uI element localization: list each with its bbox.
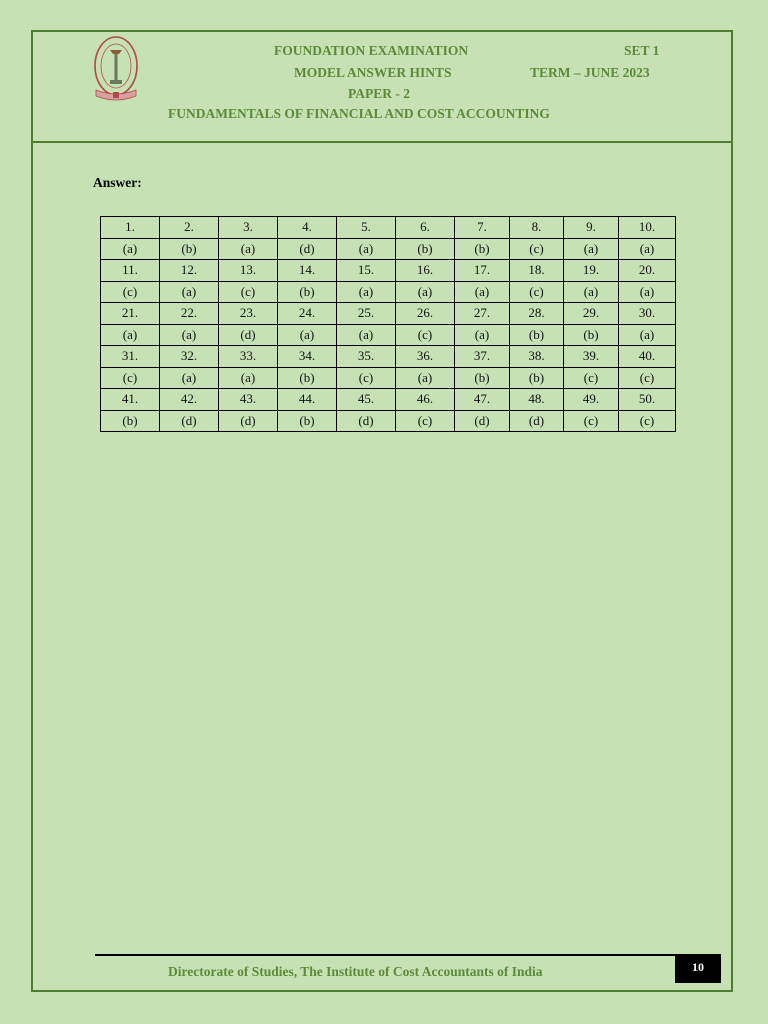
answer-row bbox=[101, 238, 676, 260]
question-number-cell: 10. bbox=[619, 217, 676, 239]
question-number-cell: 2. bbox=[160, 217, 219, 239]
question-number-cell: 49. bbox=[564, 389, 619, 411]
header-divider bbox=[31, 141, 733, 143]
question-number-cell: 26. bbox=[396, 303, 455, 325]
answer-table bbox=[100, 216, 676, 432]
question-number-cell: 44. bbox=[278, 389, 337, 411]
answer-cell: (c) bbox=[396, 410, 455, 432]
answer-cell: (b) bbox=[396, 238, 455, 260]
question-number-cell: 9. bbox=[564, 217, 619, 239]
question-number-cell: 22. bbox=[160, 303, 219, 325]
answer-cell: (a) bbox=[160, 324, 219, 346]
answer-row bbox=[101, 281, 676, 303]
answer-cell: (a) bbox=[219, 367, 278, 389]
question-number-cell: 5. bbox=[337, 217, 396, 239]
answer-cell: (a) bbox=[619, 281, 676, 303]
question-number-cell: 28. bbox=[510, 303, 564, 325]
question-number-cell: 4. bbox=[278, 217, 337, 239]
question-number-cell: 1. bbox=[101, 217, 160, 239]
answer-cell: (b) bbox=[510, 367, 564, 389]
answer-row bbox=[101, 410, 676, 432]
answer-cell: (a) bbox=[278, 324, 337, 346]
answer-cell: (a) bbox=[396, 367, 455, 389]
footer-text: Directorate of Studies, The Institute of Cost Accountants of India bbox=[168, 964, 543, 979]
answer-cell: (a) bbox=[160, 281, 219, 303]
question-number-cell: 50. bbox=[619, 389, 676, 411]
answer-cell: (a) bbox=[219, 238, 278, 260]
question-number-cell: 36. bbox=[396, 346, 455, 368]
answer-cell: (c) bbox=[619, 410, 676, 432]
question-number-cell: 15. bbox=[337, 260, 396, 282]
question-number-cell: 30. bbox=[619, 303, 676, 325]
question-number-row bbox=[101, 217, 676, 239]
question-number-cell: 27. bbox=[455, 303, 510, 325]
answer-cell: (a) bbox=[337, 324, 396, 346]
question-number-cell: 20. bbox=[619, 260, 676, 282]
answer-cell: (c) bbox=[510, 238, 564, 260]
question-number-cell: 31. bbox=[101, 346, 160, 368]
paper-title: FUNDAMENTALS OF FINANCIAL AND COST ACCOUNTING bbox=[168, 106, 550, 121]
question-number-cell: 29. bbox=[564, 303, 619, 325]
question-number-cell: 11. bbox=[101, 260, 160, 282]
question-number-cell: 42. bbox=[160, 389, 219, 411]
answer-cell: (c) bbox=[101, 281, 160, 303]
question-number-cell: 21. bbox=[101, 303, 160, 325]
question-number-cell: 35. bbox=[337, 346, 396, 368]
question-number-cell: 45. bbox=[337, 389, 396, 411]
answer-cell: (c) bbox=[337, 367, 396, 389]
answer-cell: (c) bbox=[396, 324, 455, 346]
answer-cell: (b) bbox=[510, 324, 564, 346]
paper-number: PAPER - 2 bbox=[348, 86, 410, 101]
question-number-cell: 8. bbox=[510, 217, 564, 239]
answer-cell: (d) bbox=[160, 410, 219, 432]
question-number-row bbox=[101, 303, 676, 325]
answer-cell: (b) bbox=[455, 367, 510, 389]
answer-cell: (a) bbox=[455, 324, 510, 346]
question-number-cell: 17. bbox=[455, 260, 510, 282]
exam-term: TERM – JUNE 2023 bbox=[530, 65, 650, 80]
answer-cell: (b) bbox=[101, 410, 160, 432]
answer-cell: (a) bbox=[101, 238, 160, 260]
question-number-cell: 25. bbox=[337, 303, 396, 325]
document-type: MODEL ANSWER HINTS bbox=[294, 65, 452, 80]
answer-cell: (b) bbox=[160, 238, 219, 260]
question-number-cell: 3. bbox=[219, 217, 278, 239]
answer-cell: (d) bbox=[510, 410, 564, 432]
answer-cell: (a) bbox=[337, 281, 396, 303]
answer-row bbox=[101, 324, 676, 346]
question-number-cell: 48. bbox=[510, 389, 564, 411]
answer-cell: (a) bbox=[101, 324, 160, 346]
answer-label: Answer: bbox=[93, 175, 142, 190]
question-number-cell: 37. bbox=[455, 346, 510, 368]
question-number-cell: 34. bbox=[278, 346, 337, 368]
question-number-cell: 16. bbox=[396, 260, 455, 282]
exam-name: FOUNDATION EXAMINATION bbox=[274, 43, 469, 58]
answer-cell: (a) bbox=[396, 281, 455, 303]
question-number-row bbox=[101, 389, 676, 411]
footer-divider bbox=[95, 954, 721, 956]
question-number-cell: 19. bbox=[564, 260, 619, 282]
answer-cell: (c) bbox=[219, 281, 278, 303]
question-number-cell: 47. bbox=[455, 389, 510, 411]
question-number-cell: 14. bbox=[278, 260, 337, 282]
answer-cell: (a) bbox=[564, 281, 619, 303]
answer-cell: (c) bbox=[564, 367, 619, 389]
question-number-cell: 7. bbox=[455, 217, 510, 239]
institute-seal-icon bbox=[90, 34, 142, 108]
answer-cell: (b) bbox=[455, 238, 510, 260]
set-number: SET 1 bbox=[624, 43, 660, 58]
answer-cell: (d) bbox=[337, 410, 396, 432]
question-number-cell: 12. bbox=[160, 260, 219, 282]
answer-cell: (c) bbox=[564, 410, 619, 432]
answer-cell: (a) bbox=[160, 367, 219, 389]
answer-cell: (b) bbox=[278, 281, 337, 303]
answer-cell: (c) bbox=[619, 367, 676, 389]
question-number-cell: 40. bbox=[619, 346, 676, 368]
answer-cell: (c) bbox=[101, 367, 160, 389]
question-number-cell: 41. bbox=[101, 389, 160, 411]
question-number-cell: 32. bbox=[160, 346, 219, 368]
question-number-cell: 13. bbox=[219, 260, 278, 282]
question-number-cell: 6. bbox=[396, 217, 455, 239]
answer-cell: (a) bbox=[564, 238, 619, 260]
question-number-cell: 33. bbox=[219, 346, 278, 368]
answer-cell: (b) bbox=[278, 367, 337, 389]
question-number-cell: 39. bbox=[564, 346, 619, 368]
question-number-cell: 23. bbox=[219, 303, 278, 325]
question-number-cell: 18. bbox=[510, 260, 564, 282]
answer-cell: (c) bbox=[510, 281, 564, 303]
question-number-cell: 24. bbox=[278, 303, 337, 325]
answer-cell: (d) bbox=[278, 238, 337, 260]
question-number-cell: 46. bbox=[396, 389, 455, 411]
question-number-row bbox=[101, 346, 676, 368]
answer-cell: (a) bbox=[337, 238, 396, 260]
answer-cell: (b) bbox=[278, 410, 337, 432]
answer-cell: (b) bbox=[564, 324, 619, 346]
page-number: 10 bbox=[675, 955, 721, 983]
answer-cell: (a) bbox=[619, 238, 676, 260]
answer-cell: (d) bbox=[455, 410, 510, 432]
question-number-row bbox=[101, 260, 676, 282]
answer-cell: (d) bbox=[219, 410, 278, 432]
question-number-cell: 43. bbox=[219, 389, 278, 411]
answer-cell: (d) bbox=[219, 324, 278, 346]
answer-cell: (a) bbox=[455, 281, 510, 303]
answer-cell: (a) bbox=[619, 324, 676, 346]
question-number-cell: 38. bbox=[510, 346, 564, 368]
answer-row bbox=[101, 367, 676, 389]
